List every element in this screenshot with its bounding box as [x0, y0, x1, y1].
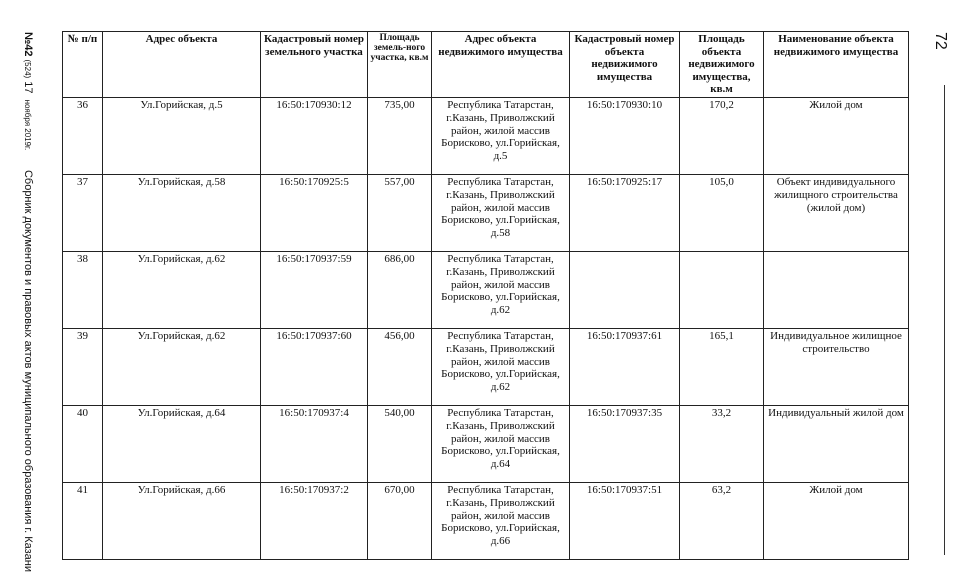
- object-address: Ул.Горийская, д.62: [103, 329, 261, 406]
- land-area: 557,00: [368, 175, 432, 252]
- property-cadastral-number: 16:50:170937:61: [570, 329, 680, 406]
- property-address: Республика Татарстан, г.Казань, Приволжский район, жилой массив Борисково, ул.Горийская, д.62: [432, 329, 570, 406]
- right-rule: [944, 85, 945, 555]
- issue-info: [22, 32, 34, 150]
- issue-day: 17: [22, 81, 34, 94]
- issue-number: №42: [22, 32, 34, 57]
- property-area: 63,2: [680, 483, 764, 560]
- land-cadastral-number: 16:50:170937:60: [261, 329, 368, 406]
- object-address: Ул.Горийская, д.5: [103, 98, 261, 175]
- header-cell: № п/п: [63, 32, 103, 98]
- property-cadastral-number: 16:50:170937:51: [570, 483, 680, 560]
- land-cadastral-number: 16:50:170930:12: [261, 98, 368, 175]
- property-name: Индивидуальный жилой дом: [764, 406, 909, 483]
- table-row: [63, 252, 909, 329]
- land-cadastral-number: 16:50:170925:5: [261, 175, 368, 252]
- property-table: [62, 31, 909, 560]
- land-cadastral-number: 16:50:170937:2: [261, 483, 368, 560]
- property-area: [680, 252, 764, 329]
- table-row: [63, 483, 909, 560]
- property-cadastral-number: 16:50:170925:17: [570, 175, 680, 252]
- property-address: Республика Татарстан, г.Казань, Приволжский район, жилой массив Борисково, ул.Горийская, д.5: [432, 98, 570, 175]
- property-area: 105,0: [680, 175, 764, 252]
- header-cell: Кадастровый номер объекта недвижимого имущества: [570, 32, 680, 98]
- object-address: Ул.Горийская, д.58: [103, 175, 261, 252]
- property-cadastral-number: 16:50:170937:35: [570, 406, 680, 483]
- row-number: 38: [63, 252, 103, 329]
- row-number: 37: [63, 175, 103, 252]
- row-number: 36: [63, 98, 103, 175]
- property-cadastral-number: 16:50:170930:10: [570, 98, 680, 175]
- land-area: 670,00: [368, 483, 432, 560]
- header-cell: Адрес объекта недвижимого имущества: [432, 32, 570, 98]
- property-address: Республика Татарстан, г.Казань, Приволжский район, жилой массив Борисково, ул.Горийская, д.58: [432, 175, 570, 252]
- row-number: 39: [63, 329, 103, 406]
- header-cell: Площадь земель-ного участка, кв.м: [368, 32, 432, 98]
- row-number: 40: [63, 406, 103, 483]
- header-cell: Адрес объекта: [103, 32, 261, 98]
- property-area: 170,2: [680, 98, 764, 175]
- row-number: 41: [63, 483, 103, 560]
- table-row: [63, 406, 909, 483]
- property-name: Индивидуальное жилищное строительство: [764, 329, 909, 406]
- property-cadastral-number: [570, 252, 680, 329]
- table-header-row: [63, 32, 909, 98]
- land-area: 686,00: [368, 252, 432, 329]
- issue-date: ноября 2019г.: [23, 99, 32, 151]
- property-area: 165,1: [680, 329, 764, 406]
- header-cell: Наименование объекта недвижимого имущества: [764, 32, 909, 98]
- object-address: Ул.Горийская, д.66: [103, 483, 261, 560]
- property-name: Жилой дом: [764, 98, 909, 175]
- table-row: [63, 329, 909, 406]
- side-header: [18, 32, 38, 572]
- land-area: 456,00: [368, 329, 432, 406]
- table-row: [63, 98, 909, 175]
- property-address: Республика Татарстан, г.Казань, Приволжский район, жилой массив Борисково, ул.Горийская, д.62: [432, 252, 570, 329]
- property-area: 33,2: [680, 406, 764, 483]
- table-row: [63, 175, 909, 252]
- issue-detail: (524): [23, 59, 32, 79]
- property-name: [764, 252, 909, 329]
- header-cell: Площадь объекта недвижимого имущества, кв.м: [680, 32, 764, 98]
- property-address: Республика Татарстан, г.Казань, Приволжский район, жилой массив Борисково, ул.Горийская, д.66: [432, 483, 570, 560]
- land-area: 735,00: [368, 98, 432, 175]
- page-number: 72: [932, 32, 949, 50]
- property-address: Республика Татарстан, г.Казань, Приволжский район, жилой массив Борисково, ул.Горийская, д.64: [432, 406, 570, 483]
- object-address: Ул.Горийская, д.62: [103, 252, 261, 329]
- land-cadastral-number: 16:50:170937:59: [261, 252, 368, 329]
- collection-title: Сборник документов и правовых актов муниципального образования г. Казани: [22, 169, 34, 572]
- land-area: 540,00: [368, 406, 432, 483]
- object-address: Ул.Горийская, д.64: [103, 406, 261, 483]
- property-name: Жилой дом: [764, 483, 909, 560]
- header-cell: Кадастровый номер земельного участка: [261, 32, 368, 98]
- property-name: Объект индивидуального жилищного строительства (жилой дом): [764, 175, 909, 252]
- land-cadastral-number: 16:50:170937:4: [261, 406, 368, 483]
